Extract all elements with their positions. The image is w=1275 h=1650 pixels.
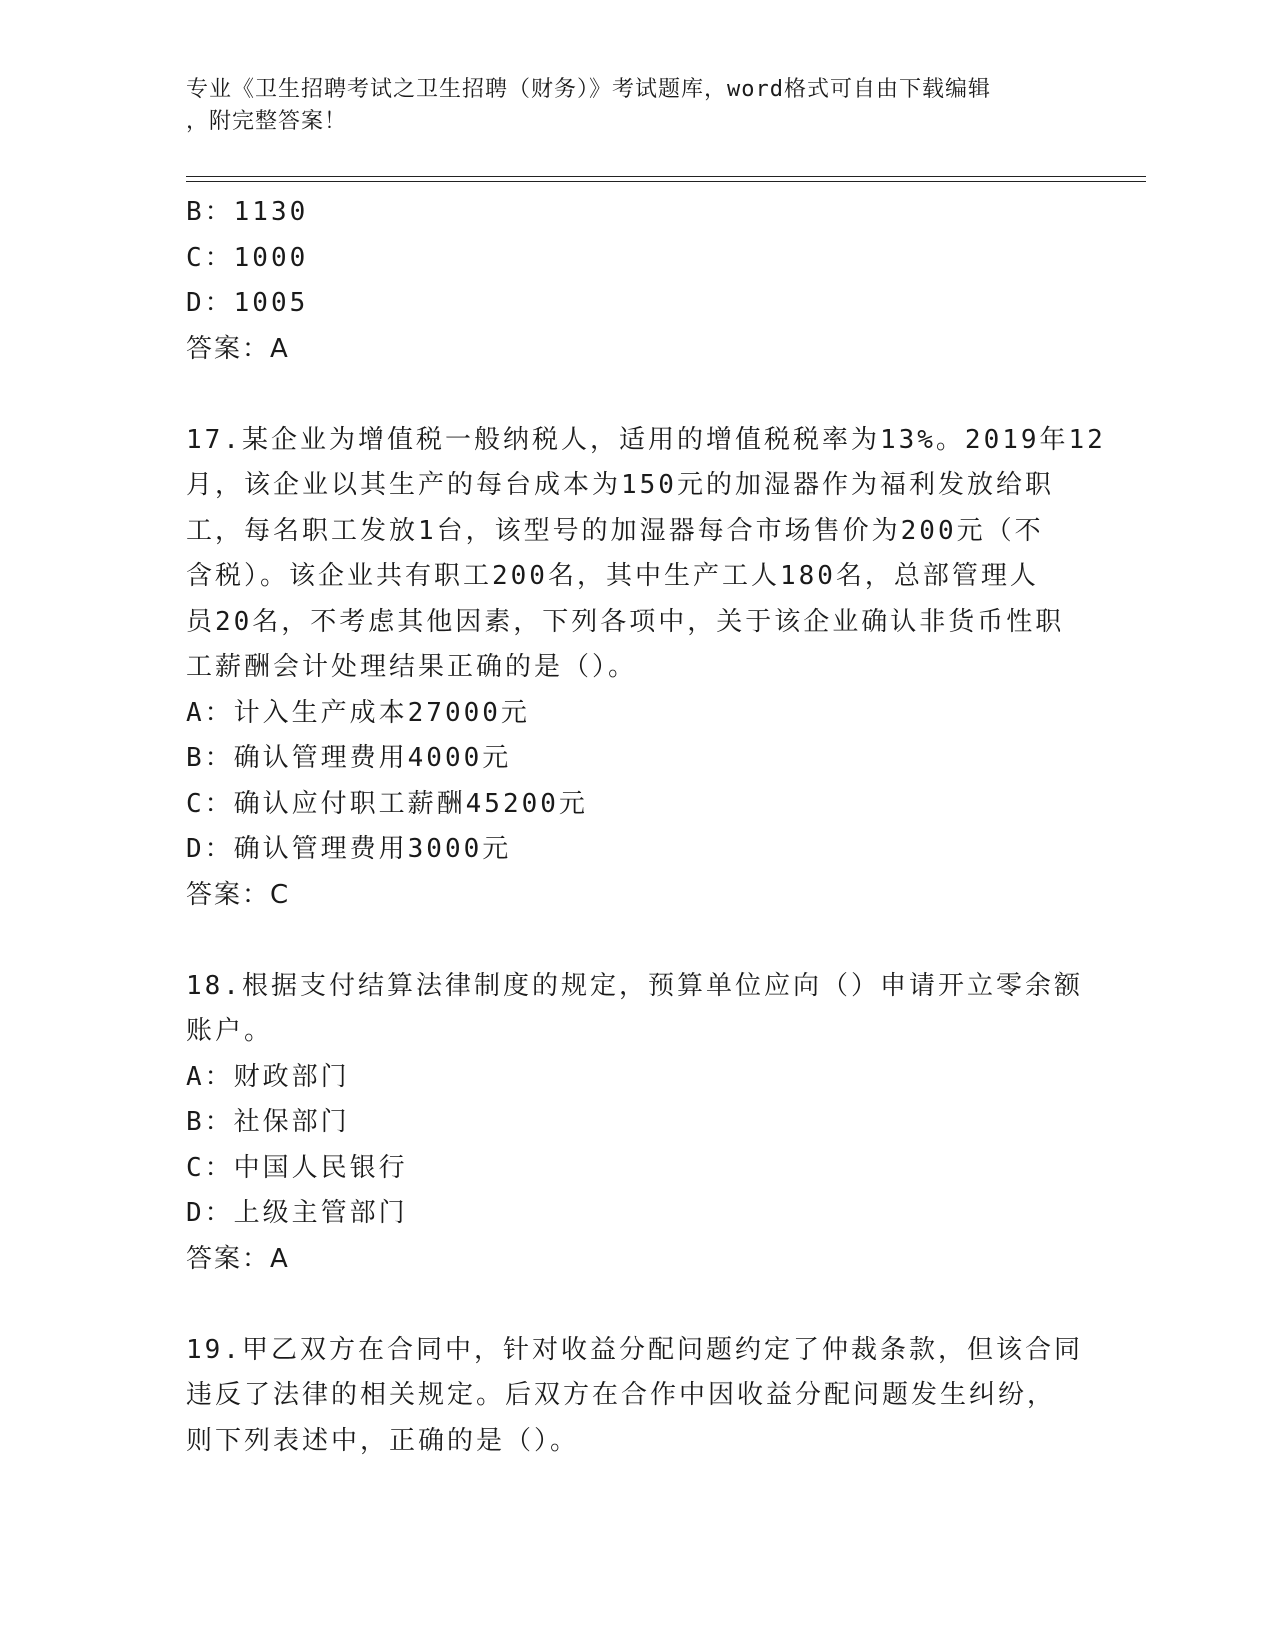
option-b: B：社保部门 (186, 1107, 350, 1137)
header-line-1: 专业《卫生招聘考试之卫生招聘（财务）》考试题库，word格式可自由下载编辑 (186, 77, 991, 102)
option-c: C：中国人民银行 (186, 1152, 408, 1183)
answer-line: 答案：C (186, 879, 291, 910)
question-stem-line: 员20名，不考虑其他因素，下列各项中，关于该企业确认非货币性职 (186, 606, 1065, 637)
spacer (186, 1282, 1086, 1328)
option-a: A：计入生产成本27000元 (186, 697, 530, 728)
question-stem-line: 含税）。该企业共有职工200名，其中生产工人180名，总部管理人 (186, 561, 1039, 591)
option-c: C：确认应付职工薪酬45200元 (186, 788, 588, 819)
question-stem-line: 17.某企业为增值税一般纳税人，适用的增值税税率为13%。2019年12 (186, 424, 1106, 455)
option-d: D：1005 (186, 288, 309, 318)
spacer (186, 918, 1086, 964)
header-line-2: ，附完整答案！ (186, 109, 348, 134)
page-header (186, 74, 1066, 138)
question-stem-line: 则下列表述中，正确的是（）。 (186, 1425, 580, 1456)
question-18 (186, 964, 1086, 1283)
question-17 (186, 418, 1106, 919)
question-stem-line: 18.根据支付结算法律制度的规定，预算单位应向（）申请开立零余额 (186, 970, 1083, 1001)
spacer (186, 372, 1086, 418)
question-stem-line: 19.甲乙双方在合同中，针对收益分配问题约定了仲裁条款，但该合同 (186, 1334, 1083, 1365)
question-stem-line: 账户。 (186, 1016, 274, 1046)
question-stem-line: 月，该企业以其生产的每台成本为150元的加湿器作为福利发放给职 (186, 470, 1054, 500)
question-16 (186, 190, 1086, 372)
header-divider-top (186, 176, 1146, 177)
question-stem-line: 工，每名职工发放1台，该型号的加湿器每合市场售价为200元（不 (186, 515, 1044, 546)
option-b: B：1130 (186, 197, 309, 227)
question-19 (186, 1328, 1086, 1465)
option-b: B：确认管理费用4000元 (186, 743, 512, 773)
option-c: C：1000 (186, 242, 309, 273)
answer-line: 答案：A (186, 333, 290, 364)
answer-line: 答案：A (186, 1243, 290, 1274)
question-stem-line: 违反了法律的相关规定。后双方在合作中因收益分配问题发生纠纷， (186, 1380, 1057, 1410)
option-d: D：确认管理费用3000元 (186, 834, 512, 864)
option-d: D：上级主管部门 (186, 1198, 408, 1228)
question-stem-line: 工薪酬会计处理结果正确的是（）。 (186, 652, 638, 682)
header-divider-bottom (186, 181, 1146, 182)
option-a: A：财政部门 (186, 1061, 350, 1092)
question-content (186, 190, 1106, 1464)
